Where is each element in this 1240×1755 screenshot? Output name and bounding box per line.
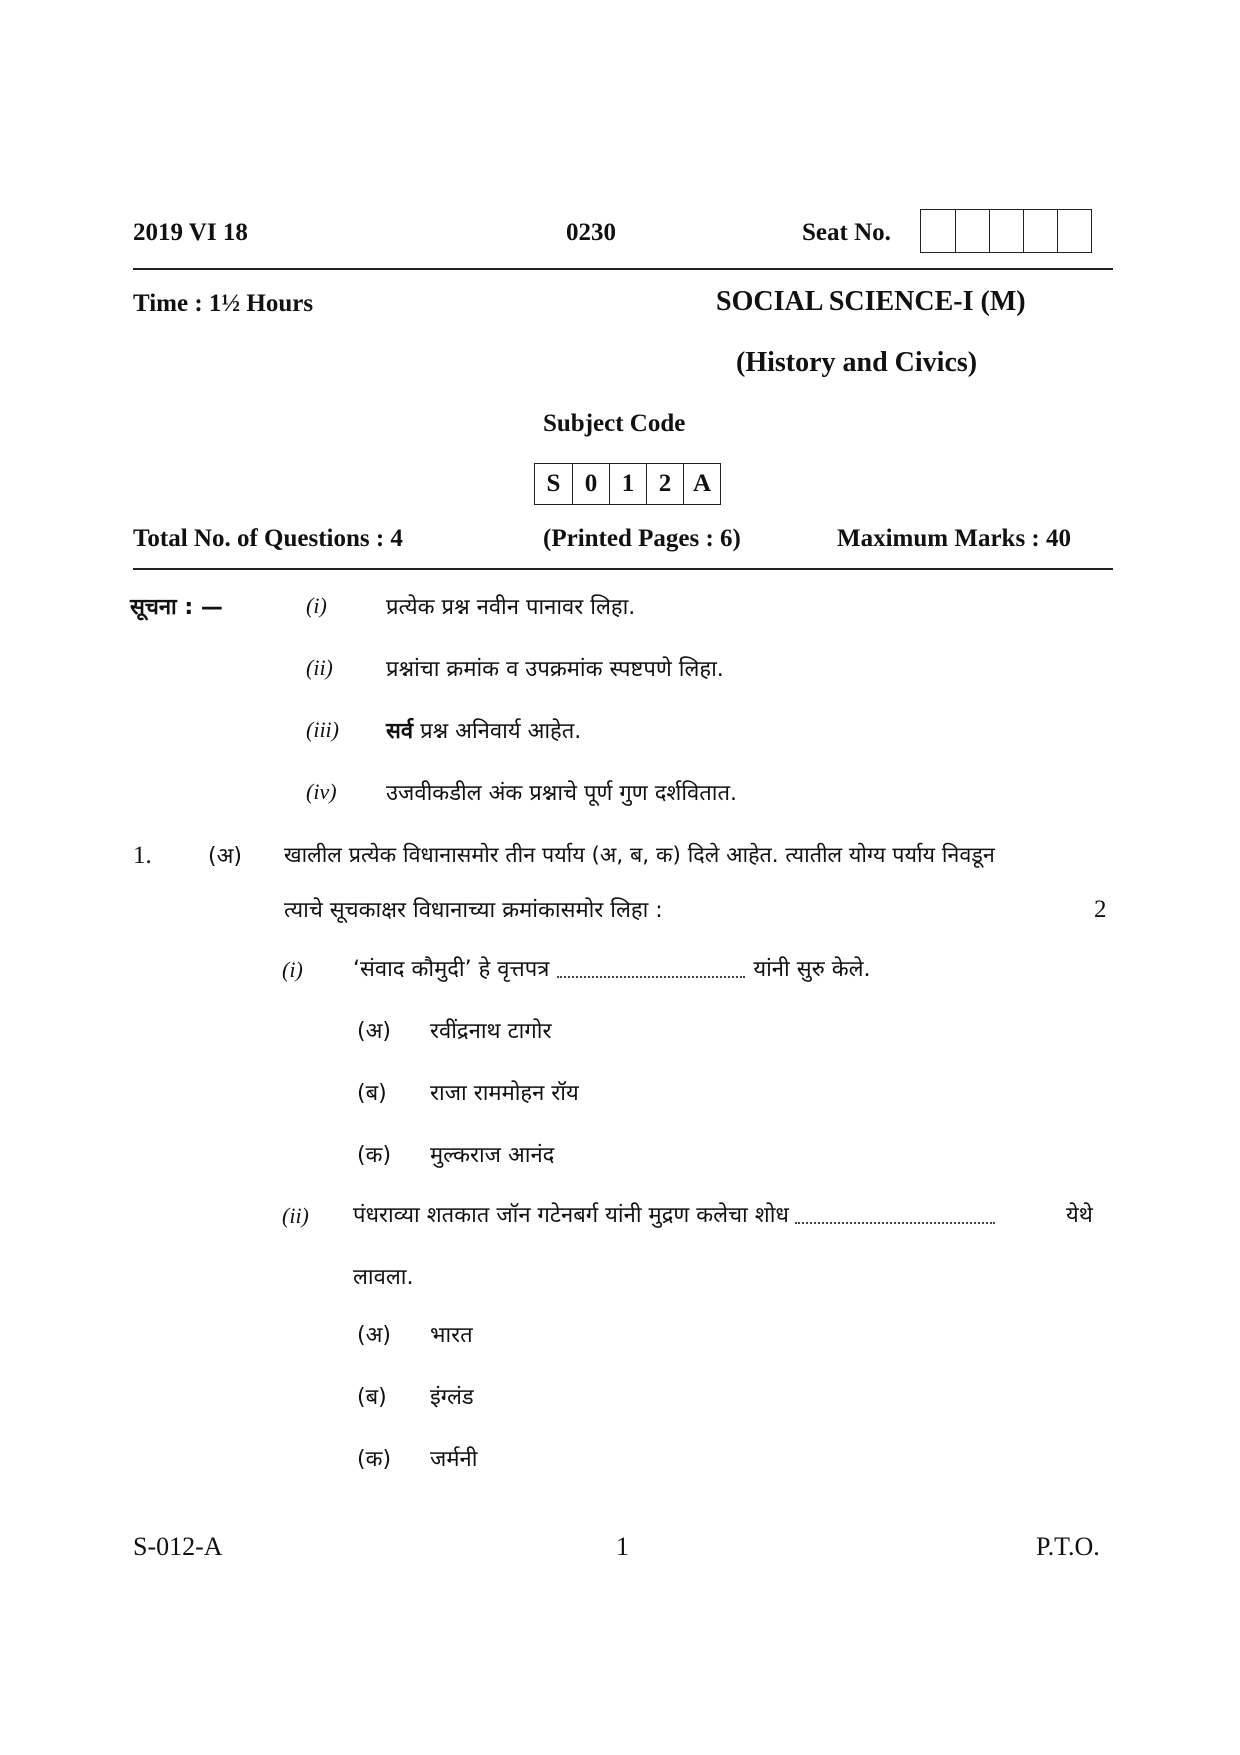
instruction-number: (i) bbox=[306, 593, 327, 618]
option-text: भारत bbox=[430, 1323, 473, 1348]
blank-dots bbox=[557, 962, 745, 978]
sub-question-before: ‘संवाद कौमुदी’ हे वृत्तपत्र bbox=[353, 957, 550, 982]
subject-subtitle: (History and Civics) bbox=[736, 347, 978, 378]
paper-code: 0230 bbox=[566, 219, 616, 246]
instruction-text-rest: प्रश्न अनिवार्य आहेत. bbox=[413, 719, 582, 744]
subject-code-label: Subject Code bbox=[543, 410, 686, 437]
sub-question-after: यांनी सुरु केले. bbox=[753, 957, 871, 982]
option-text: राजा राममोहन रॉय bbox=[430, 1081, 579, 1106]
sub-question-text bbox=[353, 1199, 1001, 1229]
seat-label: Seat No. bbox=[802, 219, 891, 246]
option-key: (ब) bbox=[357, 1081, 387, 1106]
totals-rule bbox=[133, 568, 1113, 570]
seat-box bbox=[989, 210, 1023, 252]
option-text: इंग्लंड bbox=[430, 1385, 474, 1410]
option-text: जर्मनी bbox=[430, 1447, 478, 1472]
sub-question-continuation: लावला. bbox=[353, 1265, 414, 1290]
option-text: रवींद्रनाथ टागोर bbox=[430, 1019, 552, 1044]
maximum-marks: Maximum Marks : 40 bbox=[837, 525, 1071, 552]
instruction-number: (iv) bbox=[306, 779, 337, 804]
seat-box bbox=[1057, 210, 1091, 252]
page-number: 1 bbox=[616, 1532, 629, 1561]
question-text-line2: त्याचे सूचकाक्षर विधानाच्या क्रमांकासमोर लिहा : bbox=[284, 898, 663, 923]
option-key: (क) bbox=[357, 1447, 392, 1472]
total-questions: Total No. of Questions : 4 bbox=[133, 525, 403, 552]
option-key: (ब) bbox=[357, 1385, 387, 1410]
instruction-number: (ii) bbox=[306, 655, 333, 680]
blank-dots bbox=[795, 1208, 995, 1224]
footer-code: S-012-A bbox=[133, 1532, 223, 1561]
instruction-text: उजवीकडील अंक प्रश्नाचे पूर्ण गुण दर्शवितात. bbox=[386, 781, 738, 806]
sub-question-text bbox=[353, 953, 871, 983]
code-char: S bbox=[546, 470, 561, 497]
question-part: (अ) bbox=[208, 844, 242, 869]
seat-box bbox=[1023, 210, 1057, 252]
instruction-text: प्रश्नांचा क्रमांक व उपक्रमांक स्पष्टपणे लिहा. bbox=[386, 657, 724, 682]
seat-box bbox=[921, 210, 955, 252]
sub-question-number: (ii) bbox=[282, 1203, 309, 1228]
instructions-label: सूचना : — bbox=[130, 595, 223, 620]
question-number: 1. bbox=[133, 842, 152, 869]
code-char: 2 bbox=[646, 464, 683, 504]
sub-question-after: येथे bbox=[1066, 1203, 1093, 1228]
instruction-number: (iii) bbox=[306, 717, 339, 742]
seat-number-boxes bbox=[920, 209, 1092, 253]
option-text: मुल्कराज आनंद bbox=[430, 1143, 555, 1168]
header-rule bbox=[133, 268, 1113, 270]
code-char: A bbox=[683, 464, 720, 504]
code-char: 0 bbox=[572, 464, 609, 504]
subject-title: SOCIAL SCIENCE-I (M) bbox=[716, 286, 1026, 317]
instruction-text bbox=[386, 715, 581, 745]
sub-question-number: (i) bbox=[282, 957, 303, 982]
option-key: (अ) bbox=[357, 1323, 391, 1348]
option-key: (क) bbox=[357, 1143, 392, 1168]
footer-pto: P.T.O. bbox=[1036, 1532, 1100, 1561]
seat-box bbox=[955, 210, 989, 252]
instruction-text: प्रत्येक प्रश्न नवीन पानावर लिहा. bbox=[386, 595, 636, 620]
time-allowed: Time : 1½ Hours bbox=[133, 290, 314, 317]
code-char: 1 bbox=[609, 464, 646, 504]
instruction-emphasis: सर्व bbox=[386, 719, 414, 744]
question-marks: 2 bbox=[1094, 896, 1107, 923]
sub-question-before: पंधराव्या शतकात जॉन गटेनबर्ग यांनी मुद्रण कलेचा शोध bbox=[353, 1203, 789, 1228]
printed-pages: (Printed Pages : 6) bbox=[543, 525, 741, 552]
subject-code-boxes bbox=[534, 463, 721, 505]
exam-code: 2019 VI 18 bbox=[133, 219, 248, 246]
question-text-line1: खालील प्रत्येक विधानासमोर तीन पर्याय (अ, ब, क) दिले आहेत. त्यातील योग्य पर्याय निवडून bbox=[284, 843, 995, 868]
option-key: (अ) bbox=[357, 1019, 391, 1044]
